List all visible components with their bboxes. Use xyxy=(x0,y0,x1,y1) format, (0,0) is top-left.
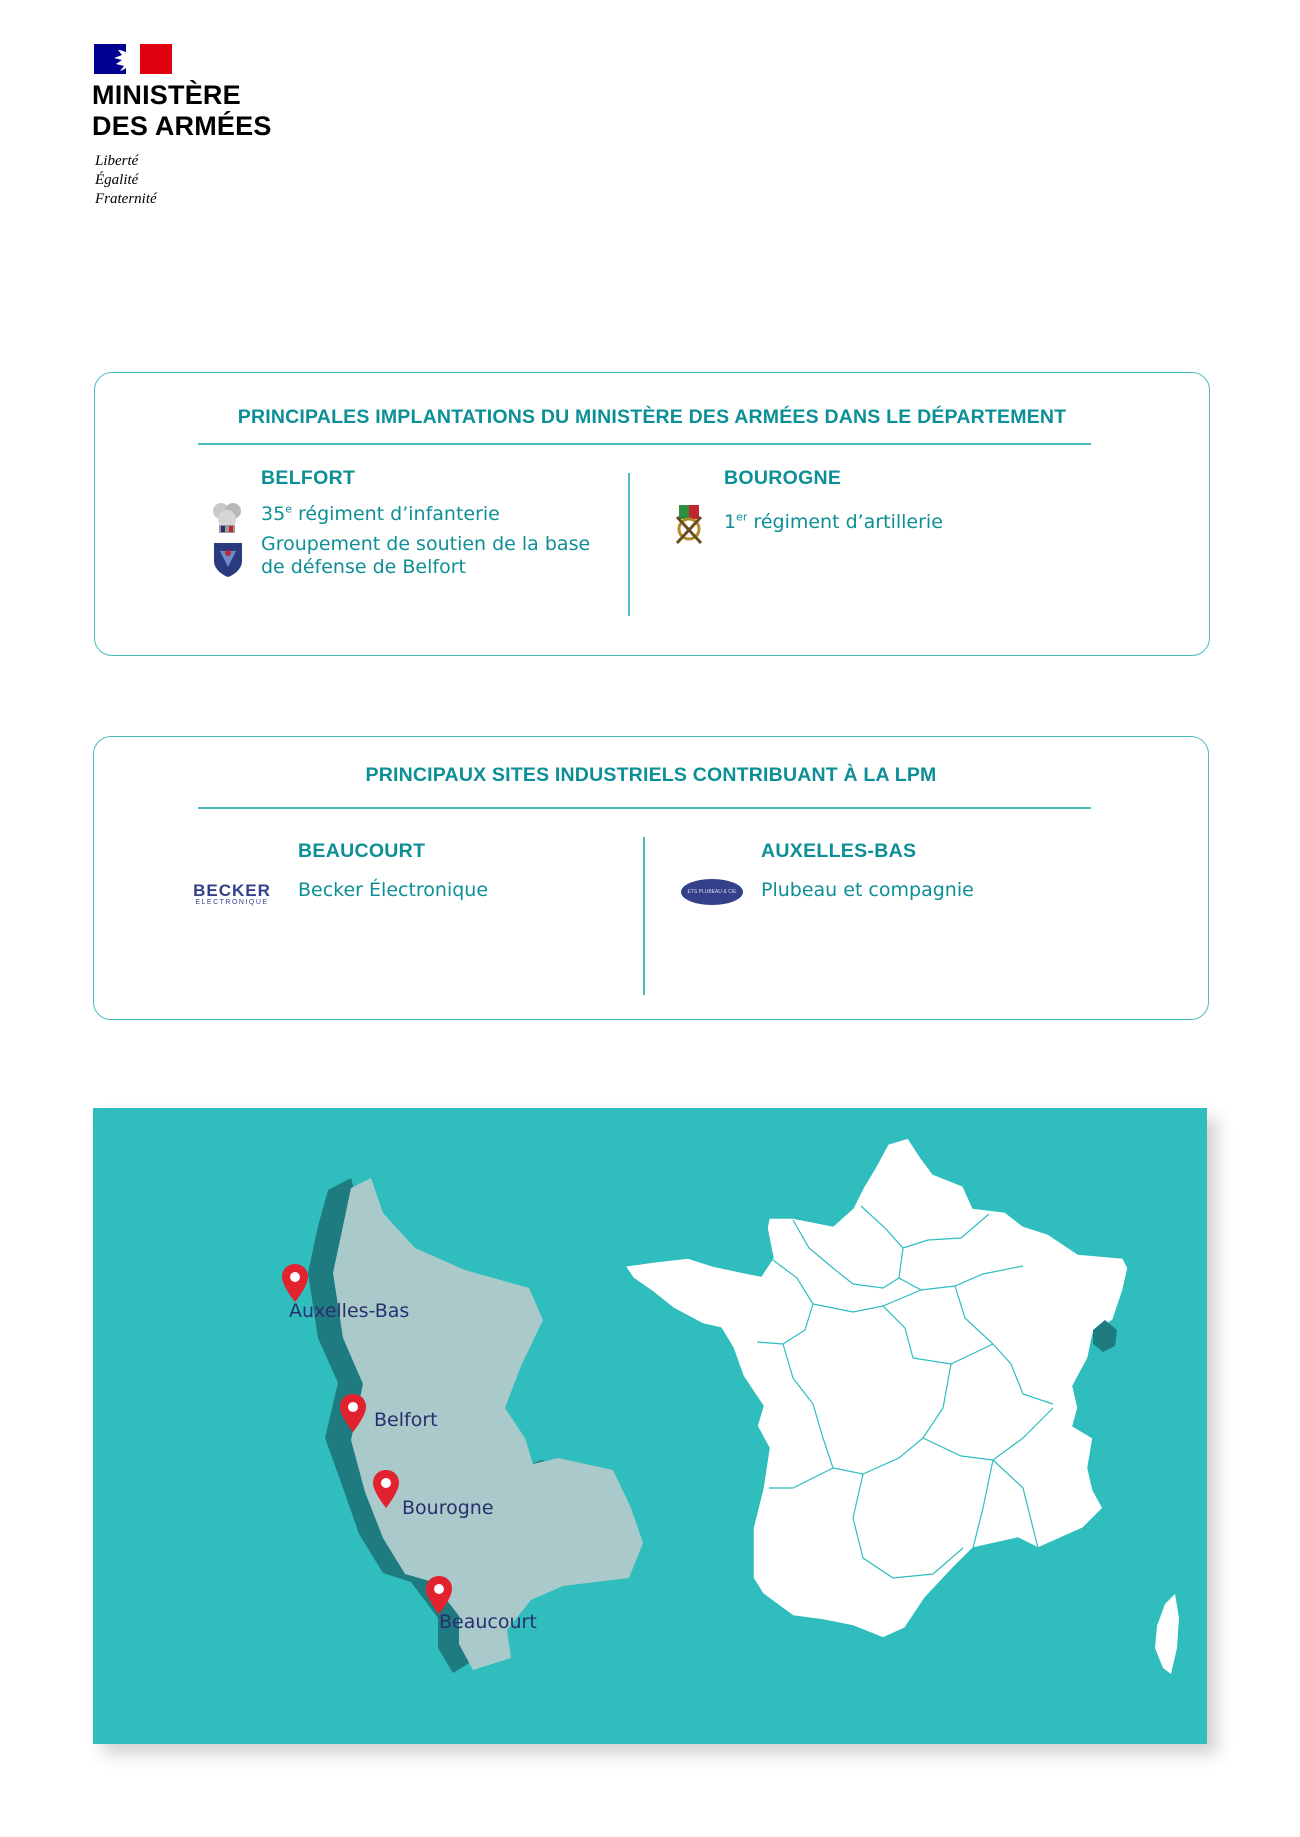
company-becker: Becker Électronique xyxy=(298,879,489,901)
label-bourogne: Bourogne xyxy=(402,1497,494,1519)
map-pin-icon xyxy=(282,1264,308,1302)
map-pin-icon xyxy=(373,1470,399,1508)
industry-rule xyxy=(198,807,1091,809)
support-group-line-2: de défense de Belfort xyxy=(261,556,466,578)
becker-logo-sub: ELECTRONIQUE xyxy=(195,899,269,906)
map-graphic xyxy=(93,1108,1207,1744)
city-belfort: BELFORT xyxy=(261,467,356,489)
belfort-item-1 xyxy=(261,503,500,526)
city-bourogne: BOUROGNE xyxy=(724,467,842,489)
infantry-regiment-emblem-icon xyxy=(207,497,247,537)
support-group-line-1: Groupement de soutien de la base xyxy=(261,533,591,555)
map-pin-icon xyxy=(340,1394,366,1432)
becker-logo xyxy=(186,883,278,906)
ministry-line-1: MINISTÈRE xyxy=(92,80,241,110)
artillery-number: 1 xyxy=(724,511,737,533)
bourogne-item-1 xyxy=(724,511,943,534)
implantations-rule xyxy=(198,443,1091,445)
ministry-line-2: DES ARMÉES xyxy=(92,111,272,141)
regiment-name: régiment d’infanterie xyxy=(291,503,500,525)
motto-egalite: Égalité xyxy=(95,172,139,188)
map-pin-icon xyxy=(426,1576,452,1614)
corsica-shape xyxy=(1155,1594,1179,1674)
artillery-name: régiment d’artillerie xyxy=(747,511,943,533)
motto-liberte: Liberté xyxy=(95,153,139,169)
france-shape xyxy=(625,1138,1128,1638)
artillery-suffix: er xyxy=(736,510,748,524)
label-belfort: Belfort xyxy=(374,1409,438,1431)
city-beaucourt: BEAUCOURT xyxy=(298,840,426,862)
implantations-divider xyxy=(628,473,630,616)
regiment-suffix: e xyxy=(285,502,292,516)
industry-divider xyxy=(643,837,645,995)
becker-logo-main: BECKER xyxy=(193,881,271,900)
republic-motto xyxy=(95,152,157,209)
implantations-title: PRINCIPALES IMPLANTATIONS DU MINISTÈRE DES ARMÉES DANS LE DÉPARTEMENT xyxy=(237,406,1067,428)
marianne-flag-logo xyxy=(94,44,172,74)
plubeau-logo: ETS PLUBEAU & CIE xyxy=(681,879,743,905)
company-plubeau: Plubeau et compagnie xyxy=(761,879,974,901)
motto-fraternite: Fraternité xyxy=(95,191,157,207)
label-auxelles-bas: Auxelles-Bas xyxy=(289,1300,410,1322)
industry-title: PRINCIPAUX SITES INDUSTRIELS CONTRIBUANT À LA LPM xyxy=(365,764,937,786)
regiment-number: 35 xyxy=(261,503,286,525)
label-beaucourt: Beaucourt xyxy=(439,1611,537,1633)
ministry-name xyxy=(92,80,272,142)
industry-card xyxy=(93,736,1209,1020)
artillery-regiment-emblem-icon xyxy=(669,503,709,547)
support-group-shield-icon xyxy=(210,539,246,579)
city-auxelles-bas: AUXELLES-BAS xyxy=(761,840,917,862)
implantations-card xyxy=(94,372,1210,656)
belfort-item-2 xyxy=(261,533,590,579)
map-panel xyxy=(93,1108,1207,1744)
